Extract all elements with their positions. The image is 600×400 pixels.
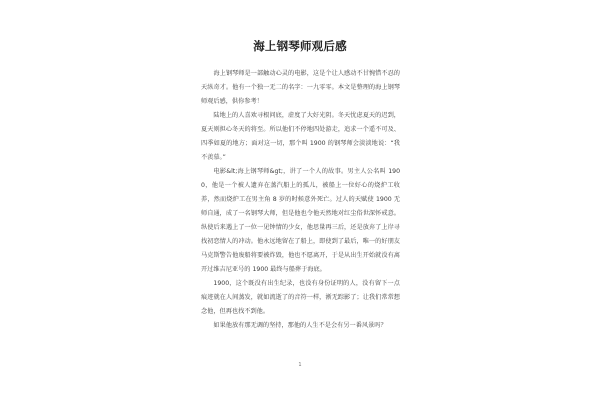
paragraph-land: 陆地上的人喜欢寻根问底，虚度了大好光阴。冬天忧虑夏天的迟到，夏天则担心冬天的将至。所以他们不停地四处游走，追求一个遥不可及、四季如夏的地方；面对这一切，那个叫 1900 的钢琴师会淡淡地说：“我不羡慕。” bbox=[201, 112, 400, 161]
paragraph-reflection: 1900，这个既没有出生纪录，也没有身份证明的人，没有留下一点痕迹就在人间蒸发，就如流逝了的音符一样，淅无踪影了；让我们常常想念他，但再也找不到他。 bbox=[201, 280, 400, 315]
document-title: 海上钢琴师观后感 bbox=[253, 39, 347, 53]
paragraph-story: 电影&lt;海上钢琴师&gt;，讲了一个人的故事。男主人公名叫 1900，他是一个被人遗弃在蒸汽船上的孤儿，被船上一位好心的烧炉工收养，然而烧炉工在男主角 8 岁的时候意外死亡。过人的天赋使 1900 无师自通，成了一名钢琴大师，但是他也令他天然地对红尘俗世深怀戒意。纵使后来遇上了一位一见钟情的少女，他思量再三后，还是放弃了上岸寻找初恋情人的冲动。他永远地留在了船上，即使到了最后，唯一的好朋友马克斯警告他废船将要被炸毁，他也不愿离开，于是从出生开始就没有离开过维吉尼亚号的 1900 最终与船葬于海底。 bbox=[201, 168, 400, 273]
paragraph-question: 如果他放有那无调的坚持，那他的人生不是会有另一番风景吗？ bbox=[213, 322, 387, 329]
paragraph-intro: 海上钢琴师是一部触动心灵的电影，这是个让人感动不甘惋惜不忍的天纵奇才。他有一个独一无二的名字：一九零零。本文是整理的海上钢琴师观后感，供你参考！ bbox=[201, 70, 400, 105]
page-number: 1 bbox=[298, 362, 302, 368]
document-body bbox=[201, 67, 400, 333]
